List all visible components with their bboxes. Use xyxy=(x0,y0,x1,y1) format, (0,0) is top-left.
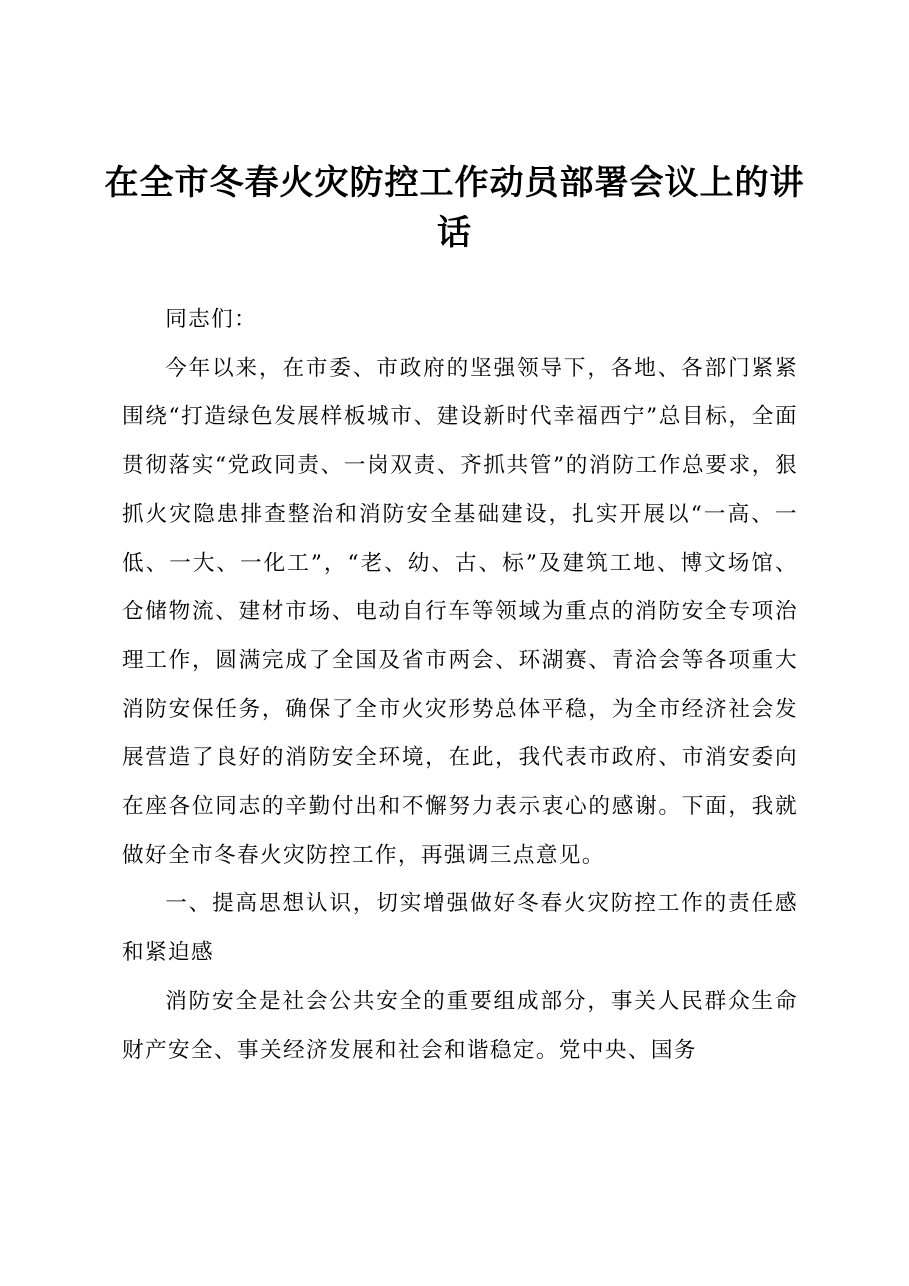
document-title: 在全市冬春火灾防控工作动员部署会议上的讲话 xyxy=(104,163,805,253)
salutation: 同志们： xyxy=(165,307,258,332)
document-body xyxy=(122,296,798,1075)
paragraph-section-1: 消防安全是社会公共安全的重要组成部分，事关人民群众生命财产安全、事关经济发展和社会和谐稳定。党中央、国务 xyxy=(122,988,798,1063)
section-heading-1: 一、提高思想认识，切实增强做好冬春火灾防控工作的责任感和紧迫感 xyxy=(122,891,798,966)
paragraph-intro: 今年以来，在市委、市政府的坚强领导下，各地、各部门紧紧围绕“打造绿色发展样板城市、建设新时代幸福西宁”总目标，全面贯彻落实“党政同责、一岗双责、齐抓共管”的消防工作总要求，狠抓火灾隐患排查整治和消防安全基础建设，扎实开展以“一高、一低、一大、一化工”，“老、幼、古、标”及建筑工地、博文场馆、仓储物流、建材市场、电动自行车等领域为重点的消防安全专项治理工作，圆满完成了全国及省市两会、环湖赛、青洽会等各项重大消防安保任务，确保了全市火灾形势总体平稳，为全市经济社会发展营造了良好的消防安全环境，在此，我代表市政府、市消安委向在座各位同志的辛勤付出和不懈努力表示衷心的感谢。下面，我就做好全市冬春火灾防控工作，再强调三点意见。 xyxy=(122,355,798,868)
